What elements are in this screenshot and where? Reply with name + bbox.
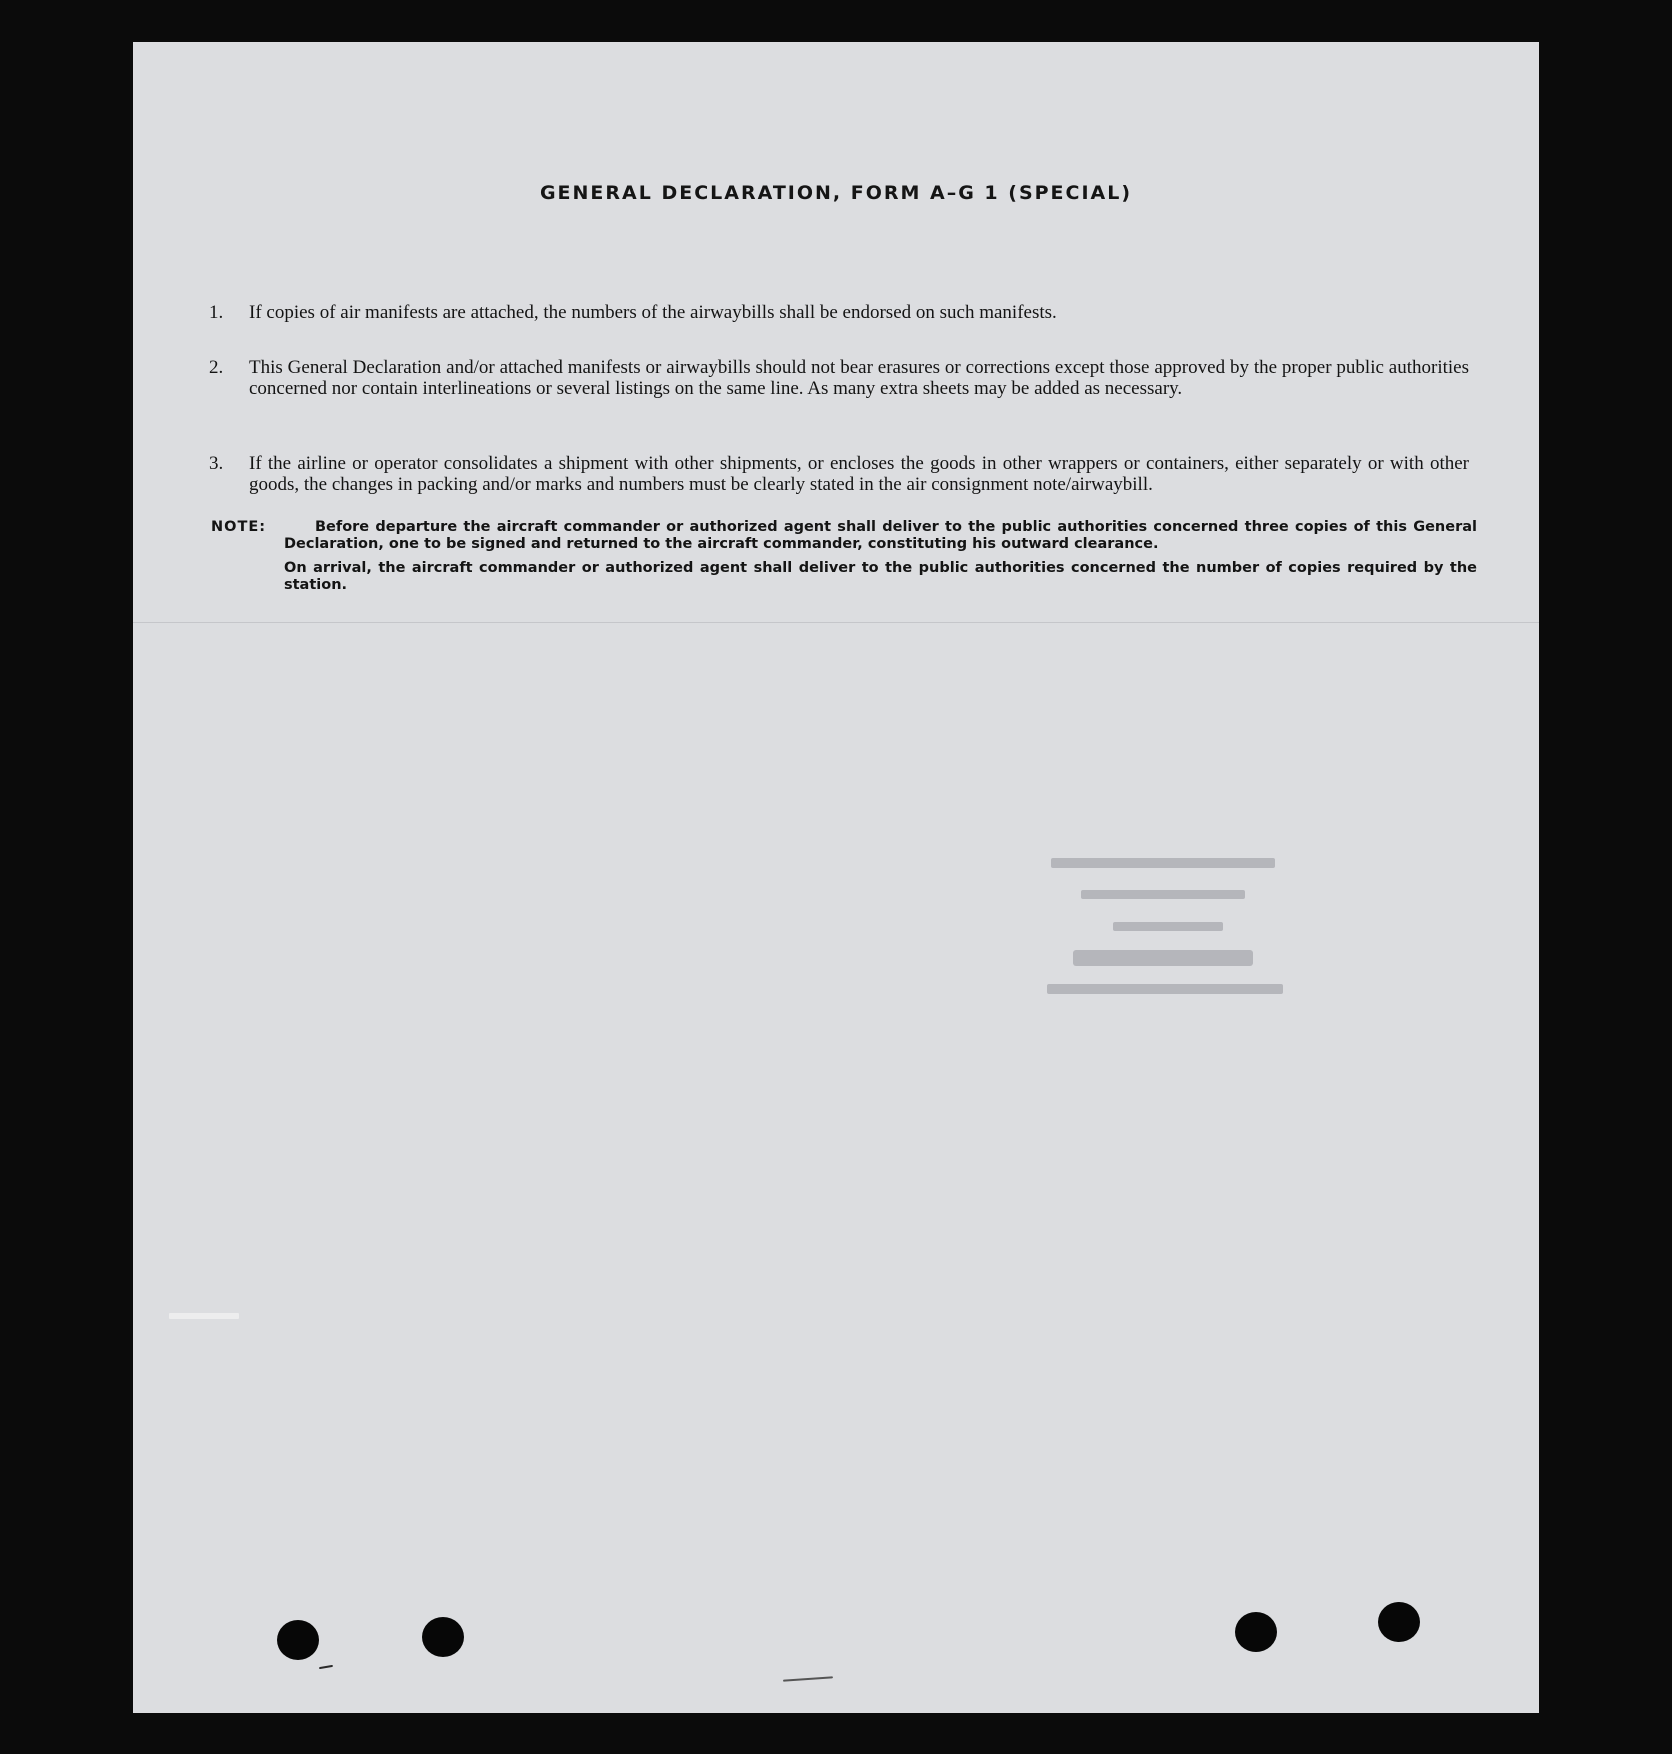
instruction-text: This General Declaration and/or attached manifests or airwaybills should not bear erasures or corrections except those approved by the proper public authorities concerned nor contain interlineations or several listings on the same line. As many extra sheets may be added as necessary. bbox=[249, 357, 1469, 399]
note-paragraph-departure: Before departure the aircraft commander or authorized agent shall deliver to the public authorities concerned three copies of this General Declaration, one to be signed and returned to the aircraft commander, constituting his outward clearance. bbox=[284, 519, 1477, 552]
instruction-text: If the airline or operator consolidates a shipment with other shipments, or encloses the goods in other wrappers or containers, either separately or with other goods, the changes in packing and/or marks and numbers must be clearly stated in the air consignment note/airwaybill. bbox=[249, 453, 1469, 495]
instruction-text: If copies of air manifests are attached, the numbers of the airwaybills shall be endorsed on such manifests. bbox=[249, 302, 1057, 323]
instruction-2 bbox=[209, 357, 1469, 399]
punch-hole bbox=[1378, 1602, 1420, 1642]
bleed-through-stamp bbox=[1033, 850, 1293, 1020]
instruction-number: 3. bbox=[209, 453, 224, 474]
form-title: GENERAL DECLARATION, FORM A–G 1 (SPECIAL) bbox=[539, 182, 1133, 204]
punch-hole bbox=[422, 1617, 464, 1657]
note-paragraph-arrival: On arrival, the aircraft commander or authorized agent shall deliver to the public authorities concerned the number of copies required by the station. bbox=[284, 560, 1477, 593]
punch-hole bbox=[277, 1620, 319, 1660]
note-label: NOTE: bbox=[211, 519, 267, 535]
instruction-number: 1. bbox=[209, 302, 224, 323]
note-section bbox=[211, 519, 1477, 594]
scan-mark bbox=[169, 1313, 239, 1319]
punch-hole bbox=[1235, 1612, 1277, 1652]
document-page bbox=[133, 42, 1539, 1713]
instruction-number: 2. bbox=[209, 357, 224, 378]
scan-mark bbox=[319, 1665, 333, 1669]
instruction-3 bbox=[209, 453, 1469, 495]
scan-mark bbox=[783, 1676, 833, 1681]
instruction-1 bbox=[209, 302, 1469, 323]
divider-line bbox=[133, 622, 1539, 623]
stamp-graphic bbox=[1033, 850, 1293, 1020]
